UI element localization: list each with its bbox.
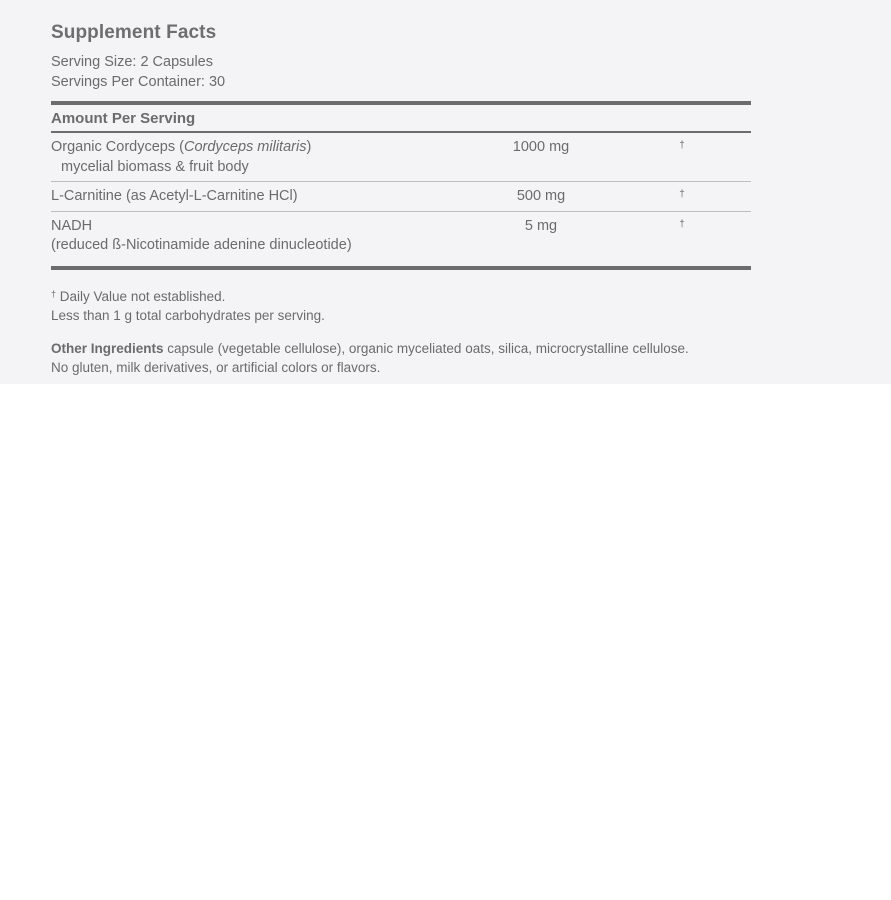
allergen-statement: No gluten, milk derivatives, or artificial colors or flavors.	[51, 359, 381, 375]
footnote-daily-value	[51, 285, 751, 306]
ingredient-name-prefix: Organic Cordyceps (	[51, 139, 184, 155]
daily-value-dagger: †	[679, 218, 685, 230]
bottom-thick-rule	[51, 266, 751, 270]
supplement-facts-panel	[0, 0, 891, 384]
ingredient-name-main: NADH	[51, 217, 93, 234]
other-ingredients-label: Other Ingredients	[51, 340, 164, 356]
ingredient-row-l-carnitine	[51, 182, 751, 212]
other-ingredients-line1	[51, 339, 751, 358]
ingredient-name-detail: mycelial biomass & fruit body	[61, 158, 249, 175]
footnote-carbs: Less than 1 g total carbohydrates per serving.	[51, 307, 325, 323]
daily-value-dagger: †	[679, 140, 685, 151]
ingredient-amount: 500 mg	[516, 188, 566, 204]
footnotes	[51, 285, 751, 325]
ingredient-latin-name: Cordyceps militaris	[183, 139, 307, 155]
other-ingredients-text: capsule (vegetable cellulose), organic myceliated oats, silica, microcrystalline cellulose.	[167, 340, 689, 356]
ingredient-name	[51, 217, 481, 256]
footnote-daily-value-text: Daily Value not established.	[59, 288, 226, 304]
ingredient-amount: 1000 mg	[512, 139, 570, 155]
footnote-dagger: †	[51, 288, 57, 299]
ingredient-row-cordyceps	[51, 133, 751, 182]
ingredient-name-suffix: )	[306, 139, 312, 155]
label-title: Supplement Facts	[51, 22, 217, 43]
other-ingredients	[51, 339, 751, 377]
ingredient-row-nadh	[51, 212, 751, 266]
ingredient-amount: 5 mg	[524, 217, 558, 234]
amount-per-serving-header: Amount Per Serving	[51, 105, 751, 133]
ingredient-name: L-Carnitine (as Acetyl-L-Carnitine HCl)	[51, 188, 298, 204]
ingredient-name-detail: (reduced ß-Nicotinamide adenine dinucleotide)	[51, 237, 352, 253]
daily-value-dagger: †	[679, 189, 685, 200]
ingredient-name	[51, 138, 481, 177]
serving-size: Serving Size: 2 Capsules	[51, 54, 213, 70]
servings-per-container: Servings Per Container: 30	[51, 74, 226, 90]
supplement-facts-label	[51, 20, 751, 377]
